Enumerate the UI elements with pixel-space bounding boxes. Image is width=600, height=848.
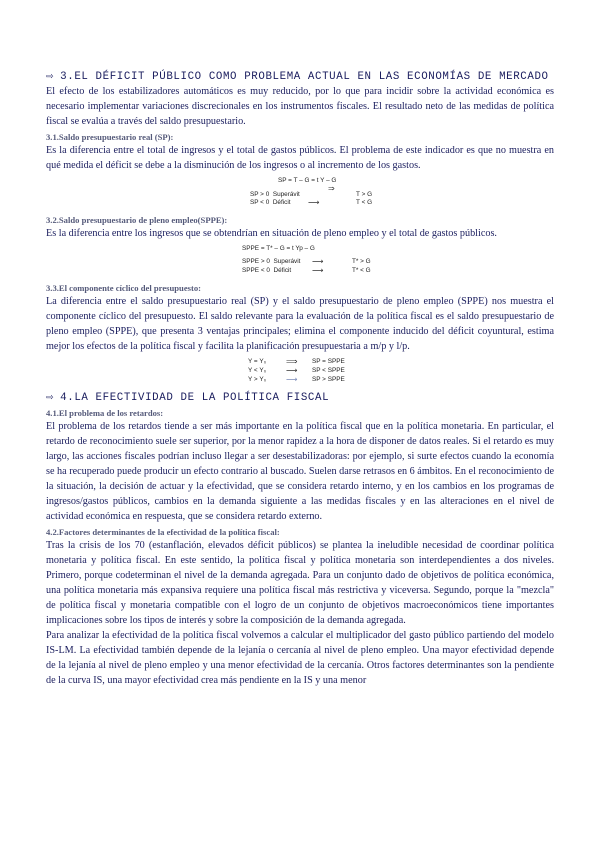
arrow-right-icon: ⟶	[312, 266, 324, 275]
arrow-right-icon: ⟶	[286, 366, 298, 375]
section-4-title: 4.LA EFECTIVIDAD DE LA POLÍTICA FISCAL	[60, 392, 330, 404]
subsection-4-2-text-2: Para analizar la efectividad de la política fiscal volvemos a calcular el multiplicador del gasto público partiendo del modelo IS-LM. La efectividad también depende de la lejanía o cercanía al nivel de pleno empleo. Una mayor efectividad depende de la lejanía al nivel de pleno empleo y una menor efectividad de la cercanía. Otros factores determinantes son la pendiente de la curva IS, una mayor efectividad crea más pendiente en la IS y una menor	[46, 630, 554, 686]
subsection-4-1-title: 4.1.El problema de los retardos:	[46, 408, 164, 418]
formula-result: SP < SPPE	[312, 367, 345, 374]
formula-cyclical	[248, 358, 554, 385]
formula-condition: Y < Y₀	[248, 367, 267, 374]
arrow-right-icon: ⟶	[286, 375, 298, 384]
formula-sp-row	[250, 191, 554, 199]
formula-sp	[250, 177, 554, 208]
subsection-4-2-text-1: Tras la crisis de los 70 (estanflación, elevados déficit públicos) se plantea la ineludible necesidad de coordinar política monetaria y política fiscal. En este sentido, la política fiscal y política monetaria son interdependientes a dos niveles. Primero, porque codeterminan el nivel de la demanda agregada. Para un conjunto dado de objetivos de política económica, una política monetaria más expansiva requiere una política fiscal más restrictiva y viceversa. Segundo, porque la "mezcla" de política fiscal y monetaria compatible con el logro de un conjunto de objetivos macroeconómicos tiene importantes implicaciones sobre los tipos de interés y sobre la composición de la demanda agregada.	[46, 540, 554, 626]
formula-sppe-row	[242, 258, 554, 267]
arrow-right-icon: ⟶	[308, 198, 320, 207]
formula-sppe-row	[242, 267, 554, 276]
formula-condition: SPPE > 0 Superávit	[242, 258, 301, 265]
formula-condition: SPPE < 0 Déficit	[242, 267, 292, 274]
formula-sp-equation: SP = T – G = t Y – G	[278, 177, 337, 184]
subsection-3-2-text: Es la diferencia entre los ingresos que se obtendrían en situación de pleno empleo y el total de gastos públicos.	[46, 228, 497, 239]
formula-result: T* < G	[352, 267, 371, 274]
formula-sp-row	[250, 199, 554, 208]
arrow-right-icon: ⇨	[46, 72, 55, 82]
formula-result: T* > G	[352, 258, 371, 265]
section-3-heading	[46, 70, 554, 84]
equals-arrow-icon: ⇒	[328, 184, 335, 193]
section-3-title: 3.EL DÉFICIT PÚBLICO COMO PROBLEMA ACTUAL EN LAS ECONOMÍAS DE MERCADO	[60, 71, 549, 83]
formula-condition: Y = Y₀	[248, 358, 267, 365]
formula-result: SP = SPPE	[312, 358, 345, 365]
subsection-3-3-title: 3.3.El componente cíclico del presupuesto:	[46, 283, 201, 293]
section-3-intro: El efecto de los estabilizadores automáticos es muy reducido, por lo que para incidir sobre la actividad económica es necesario implementar variaciones discrecionales en los instrumentos fiscales. El resultado neto de las medidas de política fiscal se evalúa a través del saldo presupuestario.	[46, 86, 554, 127]
formula-condition: SP < 0 Déficit	[250, 199, 291, 206]
subsection-4-1-text: El problema de los retardos tiende a ser más importante en la política fiscal que en la política monetaria. En particular, el retardo de reconocimiento suele ser superior, por la menor rapidez a la hora de disponer de datos reales. Si el retardo es muy largo, las acciones fiscales podrían incluso llegar a ser desestabilizadoras: por ejemplo, si surte efectos cuando la economía se ha recuperado puede producir un efecto contrario al buscado. Suelen darse retrasos en 6 ámbitos. En el reconocimiento de la situación, la decisión de actuar y la efectividad, que se considera retardo interno, y en los cambios en los programas de ingresos/gastos públicos, cambios en la demanda siguiente a las medidas fiscales y en las alteraciones en el nivel de actividad económica en respuesta, que se considera retardo externo.	[46, 421, 554, 522]
subsection-3-3-text: La diferencia entre el saldo presupuestario real (SP) y el saldo presupuestario de pleno empleo (SPPE) nos muestra el componente cíclico del presupuesto. El saldo relevante para la evaluación de la política fiscal es el saldo presupuestario de pleno empleo (SPPE), que presenta 3 ventajas principales; elimina el componente inducido del déficit coyuntural, estima mejor los efectos de la política fiscal y facilita la planificación presupuestaria a m/p y l/p.	[46, 296, 554, 352]
formula-cyclical-row	[248, 376, 554, 385]
arrow-right-icon: ⟶	[312, 257, 324, 266]
subsection-3-2-title: 3.2.Saldo presupuestario de pleno empleo(SPPE):	[46, 215, 228, 225]
formula-result: SP > SPPE	[312, 376, 345, 383]
formula-result: T < G	[356, 199, 373, 206]
document-page	[46, 70, 554, 688]
formula-sppe-equation: SPPE = T* – G = t Yp – G	[242, 245, 315, 252]
formula-result: T > G	[356, 191, 373, 198]
formula-condition: SP > 0 Superávit	[250, 191, 300, 198]
formula-sppe	[242, 245, 554, 276]
formula-condition: Y > Y₀	[248, 376, 267, 383]
subsection-4-2-title: 4.2.Factores determinantes de la efectividad de la política fiscal:	[46, 527, 280, 537]
arrow-right-icon: ⇨	[46, 393, 55, 403]
subsection-3-1-title: 3.1.Saldo presupuestario real (SP):	[46, 132, 174, 142]
section-4-heading	[46, 391, 554, 405]
subsection-3-1-text: Es la diferencia entre el total de ingresos y el total de gastos públicos. El problema de este indicador es que no muestra en qué medida el déficit se debe a la disminución de los ingresos o al incremento de los gastos.	[46, 145, 554, 171]
arrow-right-icon: ⟹	[286, 357, 298, 366]
